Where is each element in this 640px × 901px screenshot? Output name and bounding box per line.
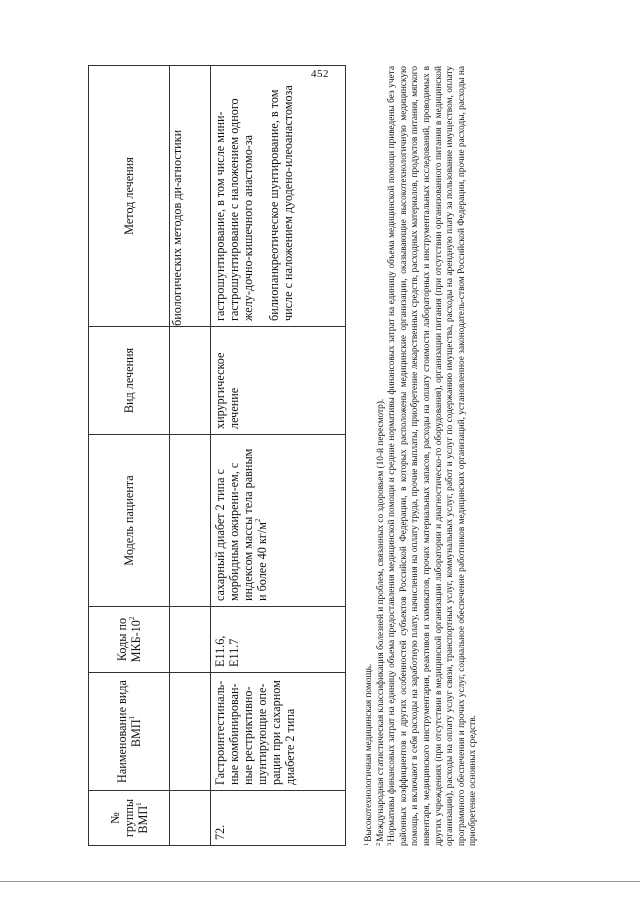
cell-empty [170,327,211,435]
cell-method-continuation: биологических методов ди-агностики [170,66,211,327]
cell-icd-codes: E11.6, E11.7 [211,607,346,673]
header-patient-model: Модель пациента [89,435,170,607]
footnotes [364,66,480,846]
method-paragraph-2: билиопанкреотическое шунтирование, в том числе с наложением дуодено-илеоанастомоза [267,85,295,321]
cell-empty [170,607,211,673]
rotated-landscape-page [88,66,518,846]
footnote-2: $^2$Международная статистическая классификация болезней и проблем, связанных со здоровьем (10-й пересмотр). [374,398,386,846]
cell-treatment-method [211,66,346,327]
table-header-row [89,66,170,846]
header-treatment-type: Вид лечения [89,327,170,435]
table-row-continuation [170,66,211,846]
header-icd-codes: Коды по МКБ-$10^2$ [89,607,170,673]
bottom-rule [0,881,640,882]
cell-empty [170,791,211,846]
vmp-table [88,65,346,846]
footnote-1: $^1$Высокотехнологичная медицинская помощь. [363,663,374,846]
page-number: 452 [311,68,329,80]
method-paragraph-1: гастрошунтирование, в том числе мини-гастрошунтирование с наложением одного желу-дочно-кишечного анастомо-за [213,98,255,321]
cell-empty [170,673,211,791]
table-row [211,66,346,846]
cell-treatment-type: хирургическое лечение [211,327,346,435]
cell-vmp-name: Гастроинтестиналь-ные комбинирован-ные рестриктивно-шунтирующие опе-рации при сахарном диабете 2 типа [211,673,346,791]
cell-group-number: 72. [211,791,346,846]
cell-empty [170,435,211,607]
header-vmp-name: Наименование вида ВМП$^1$ [89,673,170,791]
header-group-number: № группы ВМП$^1$ [89,791,170,846]
cell-patient-model: сахарный диабет 2 типа с морбидным ожирени-ем, с индексом массы тела равным и более 40 $кг/м^2$ [211,435,346,607]
header-treatment-method: Метод лечения [89,66,170,327]
footnote-3: $^3$Нормативы финансовых затрат на единицу объема предоставления медицинской помощи и средние нормативы финансовых затрат на единицу объема медицинской помощи приведены без учета районных коэффициентов и других особенностей субъектов Российской Федерации, в которых расположены медицинские организации, оказывающие высокотехнологичную медицинскую помощь, и включают в себя расходы на заработную плату, начисления на оплату труда, прочие выплаты, приобретение лекарственных средств, расходных материалов, продуктов питания, мягкого инвентаря, медицинского инструментария, реактивов и химикатов, прочих материальных запасов, расходы на оплату стоимости лабораторных и инструментальных исследований, проводимых в других учреждениях (при отсутствии в медицинской организации лаборатории и диагностическо-го оборудования), организации питания (при отсутствии организованного питания в медицинской организации), расходы на оплату услуг связи, транспортных услуг, коммунальных услуг, работ и услуг по содержанию имущества, расходы на арендную плату за пользование имуществом, оплату программного обеспечения и прочих услуг, социальное обеспечение работников медицинских организаций, установленное законодатель-ством Российской Федерации, прочие расходы, расходы на приобретение основных средств. [386,66,479,846]
